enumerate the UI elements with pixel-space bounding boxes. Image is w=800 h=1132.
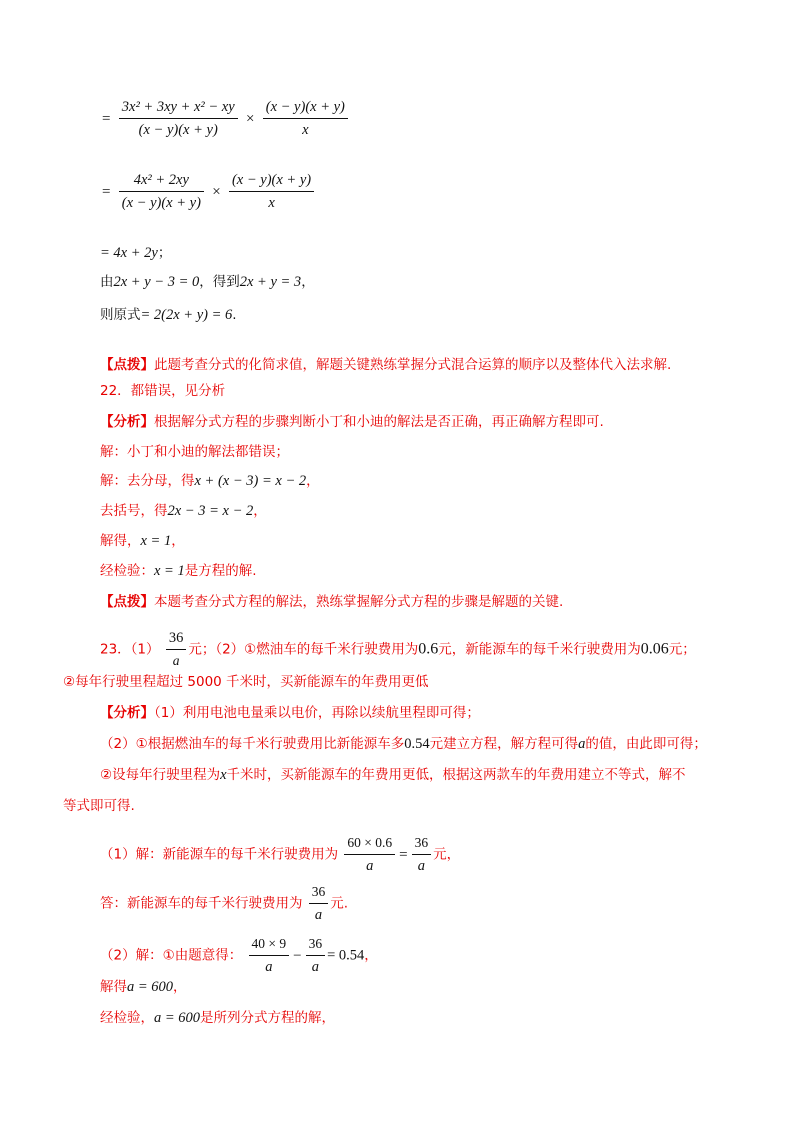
punctuation: ， <box>364 947 378 964</box>
q23-analysis-4: 等式即可得. <box>63 798 135 814</box>
analysis-text: 根据解分式方程的步骤判断小丁和小迪的解法是否正确，再正确解方程即可. <box>154 414 604 430</box>
derivation-step-5 <box>100 305 237 325</box>
punctuation: 元； <box>668 641 696 658</box>
text: （2）解：①由题意得： <box>100 947 243 964</box>
text: 元建立方程，解方程可得 <box>429 736 579 752</box>
dianbo-text: 此题考查分式的化简求值，解题关键熟练掌握分式混合运算的顺序以及整体代入法求解. <box>154 357 672 373</box>
denominator: a <box>311 959 319 975</box>
denominator: a <box>366 858 374 874</box>
numerator: 60 × 0.6 <box>344 833 395 855</box>
text: 元；（2）①燃油车的每千米行驶费用为 <box>188 641 419 658</box>
dianbo-tag: 【点拨】 <box>100 594 154 610</box>
math-expression: a = 600 <box>127 979 174 995</box>
numerator: 40 × 9 <box>249 934 290 956</box>
denominator: (x − y)(x + y) <box>138 122 218 138</box>
punctuation: ， <box>173 979 187 995</box>
fraction <box>263 97 348 140</box>
text: 是方程的解. <box>184 563 257 579</box>
q22-line-2 <box>100 471 320 491</box>
analysis-tag: 【分析】 <box>100 414 154 430</box>
punctuation: ； <box>157 245 172 261</box>
text: ②设每年行驶里程为 <box>100 767 221 783</box>
numerator: 36 <box>309 882 329 904</box>
derivation-step-3 <box>100 243 171 263</box>
denominator: a <box>314 907 323 923</box>
math-expression: x = 1 <box>140 533 172 549</box>
derivation-step-4 <box>100 272 315 292</box>
numerator: (x − y)(x + y) <box>229 170 314 192</box>
denominator: a <box>172 653 180 668</box>
text: 的值，由此即可得； <box>585 736 707 752</box>
q21-dianbo <box>100 355 671 375</box>
punctuation: ， <box>253 503 267 519</box>
text: 元， <box>433 846 461 863</box>
times-sign: × <box>245 110 255 127</box>
equals-sign: = <box>102 183 111 200</box>
text: （2）①根据燃油车的每千米行驶费用比新能源车多 <box>100 736 405 752</box>
punctuation: ， <box>306 473 320 489</box>
math-expression: 2x + y − 3 = 0 <box>113 274 200 290</box>
denominator: x <box>302 122 309 138</box>
text: 是所列分式方程的解， <box>200 1010 336 1026</box>
text: 解得， <box>100 533 141 549</box>
math-expression: = 4x + 2y <box>100 245 158 261</box>
q23-answer-line-1 <box>100 628 696 671</box>
math-expression: x = 1 <box>154 563 185 579</box>
q22-answer: 22．都错误，见分析 <box>100 383 226 399</box>
variable: a <box>578 736 586 752</box>
numerator: 4x² + 2xy <box>119 170 204 192</box>
text: 解：去分母，得 <box>100 473 195 489</box>
punctuation: . <box>232 307 237 323</box>
fraction <box>119 170 204 213</box>
value: 0.54 <box>404 736 430 752</box>
text: 去括号，得 <box>100 503 168 519</box>
text: ，得到 <box>199 274 240 290</box>
q22-line-5 <box>100 561 257 581</box>
q23-analysis-1 <box>100 703 480 723</box>
q22-line-3 <box>100 501 267 521</box>
q22-line-4 <box>100 531 185 551</box>
text: 元. <box>330 895 349 912</box>
q23-analysis-3 <box>100 765 686 785</box>
text: 解得 <box>100 979 127 995</box>
fraction <box>344 833 395 876</box>
text: 元，新能源车的每千米行驶费用为 <box>438 641 641 658</box>
q22-dianbo <box>100 592 563 612</box>
text: 由 <box>100 274 114 290</box>
denominator: x <box>268 195 275 211</box>
text: 则原式 <box>100 307 141 323</box>
dianbo-text: 本题考查分式方程的解法，熟练掌握解分式方程的步骤是解题的关键. <box>154 594 564 610</box>
q23-solution-4 <box>100 977 187 997</box>
analysis-tag: 【分析】 <box>100 705 154 721</box>
text: 千米时，买新能源车的年费用更低，根据这两款车的年费用建立不等式，解不 <box>226 767 686 783</box>
value: 0.06 <box>640 640 669 658</box>
variable: x <box>220 767 227 783</box>
text: 23．（1） <box>100 641 160 658</box>
math-expression: a = 600 <box>154 1010 201 1026</box>
punctuation: ， <box>171 533 185 549</box>
numerator: 36 <box>306 934 326 956</box>
q22-line-1: 解：小丁和小迪的解法都错误； <box>100 444 289 460</box>
denominator: a <box>265 959 273 975</box>
q23-solution-5 <box>100 1008 335 1028</box>
numerator: 36 <box>412 833 432 855</box>
q23-solution-2 <box>100 882 348 925</box>
text: 经检验： <box>100 563 154 579</box>
numerator: 36 <box>166 628 187 650</box>
analysis-text: （1）利用电池电量乘以电价，再除以续航里程即可得； <box>154 705 480 721</box>
math-expression: = 0.54 <box>327 947 365 964</box>
denominator: (x − y)(x + y) <box>121 195 201 211</box>
text: （1）解：新能源车的每千米行驶费用为 <box>100 846 339 863</box>
value: 0.6 <box>418 640 439 658</box>
punctuation: ， <box>301 274 315 290</box>
fraction <box>412 833 432 876</box>
equals-sign: = <box>102 110 111 127</box>
times-sign: × <box>212 183 221 200</box>
fraction <box>229 170 314 213</box>
q22-analysis <box>100 412 604 432</box>
dianbo-tag: 【点拨】 <box>100 357 154 373</box>
text: 经检验， <box>100 1010 154 1026</box>
q23-answer-line-2: ②每年行驶里程超过 5000 千米时，买新能源车的年费用更低 <box>63 674 429 690</box>
math-expression: 2x + y = 3 <box>239 274 302 290</box>
q23-solution-1 <box>100 833 460 876</box>
derivation-step-2 <box>100 170 316 213</box>
denominator: a <box>417 858 425 874</box>
fraction <box>309 882 329 925</box>
fraction <box>249 934 290 977</box>
math-expression: x + (x − 3) = x − 2 <box>194 473 307 489</box>
numerator: 3x² + 3xy + x² − xy <box>119 97 238 119</box>
fraction <box>166 628 187 671</box>
text: 答：新能源车的每千米行驶费用为 <box>100 895 303 912</box>
q23-solution-3 <box>100 934 378 977</box>
numerator: (x − y)(x + y) <box>263 97 348 119</box>
minus-sign: − <box>293 947 302 964</box>
equals-sign: = <box>399 846 408 863</box>
q23-analysis-2 <box>100 734 707 754</box>
derivation-step-1 <box>100 97 350 140</box>
math-expression: 2x − 3 = x − 2 <box>167 503 254 519</box>
math-expression: = 2(2x + y) = 6 <box>140 307 233 323</box>
fraction <box>306 934 326 977</box>
fraction <box>119 97 238 140</box>
